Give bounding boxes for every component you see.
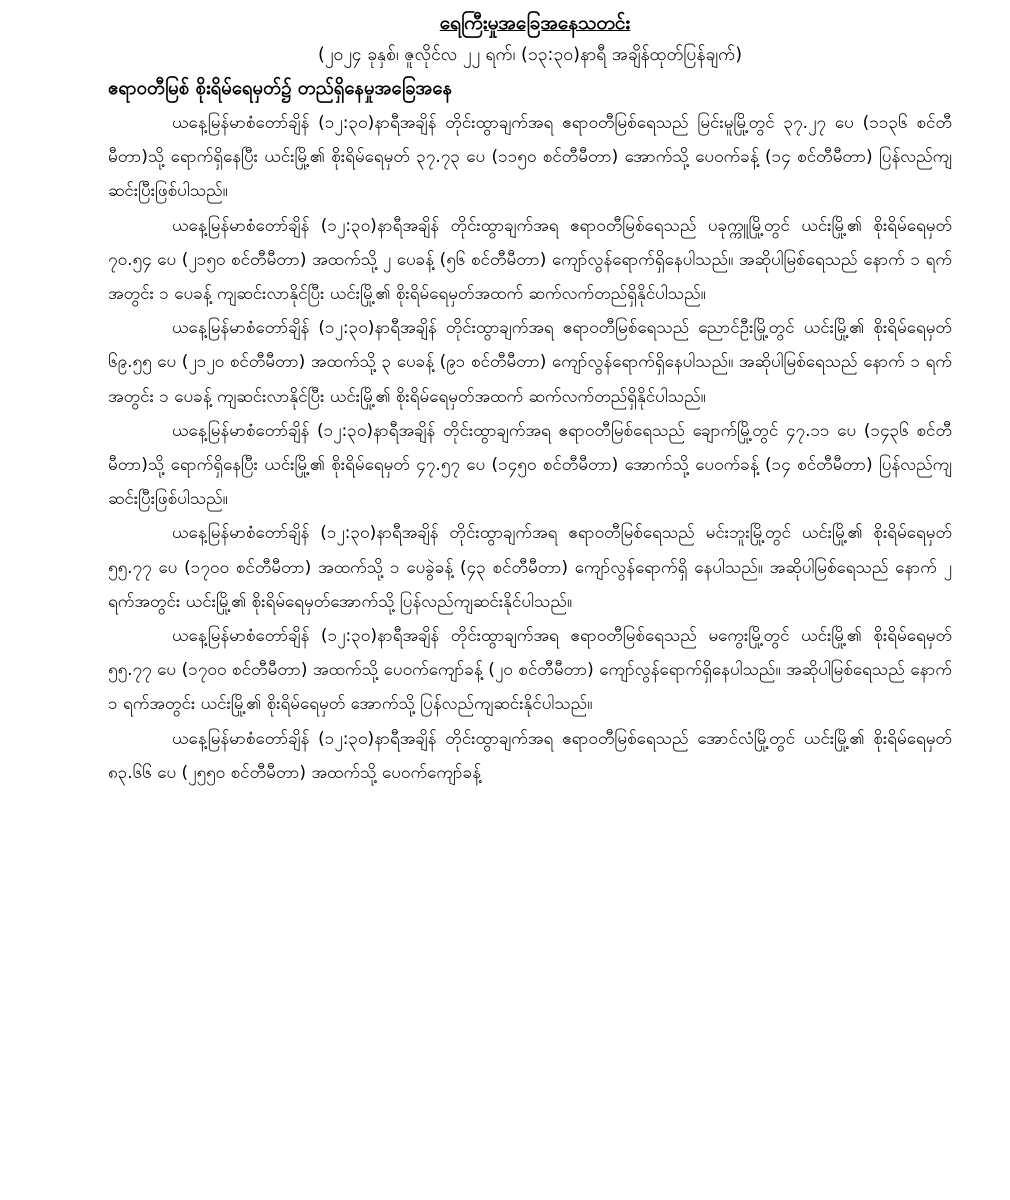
section-heading: ဧရာဝတီမြစ် စိုးရိမ်ရေမှတ်၌ တည်ရှိနေမှုအခြေအနေ [108,78,453,99]
document-body [108,106,952,790]
paragraph-pakokku: ယနေ့မြန်မာစံတော်ချိန် (၁၂:၃၀)နာရီအချိန် တိုင်းထွာချက်အရ ဧရာဝတီမြစ်ရေသည် ပခုက္ကူမြို့တွင် ယင်းမြို့၏ စိုးရိမ်ရေမှတ် ၇၀.၅၄ ပေ (၂၁၅၀ စင်တီမီတာ) အထက်သို့ ၂ ပေခန့် (၅၆ စင်တီမီတာ) ကျော်လွန်ရောက်ရှိနေပါသည်။ အဆိုပါမြစ်ရေသည် နောက် ၁ ရက်အတွင်း ၁ ပေခန့် ကျဆင်းလာနိုင်ပြီး ယင်းမြို့၏ စိုးရိမ်ရေမှတ်အထက် ဆက်လက်တည်ရှိနိုင်ပါသည်။ [108,215,952,305]
document-subtitle: (၂၀၂၄ ခုနှစ်၊ ဇူလိုင်လ ၂၂ ရက်၊ (၁၃:၃၀)နာရီ အချိန်ထုတ်ပြန်ချက်) [317,45,743,65]
paragraph-minhla: ယနေ့မြန်မာစံတော်ချိန် (၁၂:၃၀)နာရီအချိန် တိုင်းထွာချက်အရ ဧရာဝတီမြစ်ရေသည် မင်းဘူးမြို့တွင် ယင်းမြို့၏ စိုးရိမ်ရေမှတ် ၅၅.၇၇ ပေ (၁၇၀၀ စင်တီမီတာ) အထက်သို့ ၁ ပေခွဲခန့် (၄၃ စင်တီမီတာ) ကျော်လွန်ရောက်ရှိ နေပါသည်။ အဆိုပါမြစ်ရေသည် နောက် ၂ ရက်အတွင်း ယင်းမြို့၏ စိုးရိမ်ရေမှတ်အောက်သို့ ပြန်လည်ကျဆင်းနိုင်ပါသည်။ [108,523,952,612]
paragraph-magway: ယနေ့မြန်မာစံတော်ချိန် (၁၂:၃၀)နာရီအချိန် တိုင်းထွာချက်အရ ဧရာဝတီမြစ်ရေသည် မကွေးမြို့တွင် ယင်းမြို့၏ စိုးရိမ်ရေမှတ် ၅၅.၇၇ ပေ (၁၇၀၀ စင်တီမီတာ) အထက်သို့ ပေ၀က်ကျော်ခန့် (၂၀ စင်တီမီတာ) ကျော်လွန်ရောက်ရှိနေပါသည်။ အဆိုပါမြစ်ရေသည် နောက် ၁ ရက်အတွင်း ယင်းမြို့၏ စိုးရိမ်ရေမှတ် အောက်သို့ ပြန်လည်ကျဆင်းနိုင်ပါသည်။ [108,626,952,715]
paragraph-aunglan: ယနေ့မြန်မာစံတော်ချိန် (၁၂:၃၀)နာရီအချိန် တိုင်းထွာချက်အရ ဧရာဝတီမြစ်ရေသည် အောင်လံမြို့တွင် ယင်းမြို့၏ စိုးရိမ်ရေမှတ် ၈၃.၆၆ ပေ (၂၅၅၀ စင်တီမီတာ) အထက်သို့ ပေ၀က်ကျော်ခန့် [108,728,952,783]
document-title: ရေကြီးမှုအခြေအနေသတင်း [439,12,631,34]
paragraph-nyaung-u: ယနေ့မြန်မာစံတော်ချိန် (၁၂:၃၀)နာရီအချိန် တိုင်းထွာချက်အရ ဧရာဝတီမြစ်ရေသည် ညောင်ဦးမြို့တွင် ယင်းမြို့၏ စိုးရိမ်ရေမှတ် ၆၉.၅၅ ပေ (၂၁၂၀ စင်တီမီတာ) အထက်သို့ ၃ ပေခန့် (၉၁ စင်တီမီတာ) ကျော်လွန်ရောက်ရှိနေပါသည်။ အဆိုပါမြစ်ရေသည် နောက် ၁ ရက်အတွင်း ၁ ပေခန့် ကျဆင်းလာနိုင်ပြီး ယင်းမြို့၏ စိုးရိမ်ရေမှတ်အထက် ဆက်လက်တည်ရှိနိုင်ပါသည်။ [108,318,952,407]
paragraph-chauk: ယနေ့မြန်မာစံတော်ချိန် (၁၂:၃၀)နာရီအချိန် တိုင်းထွာချက်အရ ဧရာဝတီမြစ်ရေသည် ချောက်မြို့တွင် ၄၇.၁၁ ပေ (၁၄၃၆ စင်တီမီတာ)သို့ ရောက်ရှိနေပြီး ယင်းမြို့၏ စိုးရိမ်ရေမှတ် ၄၇.၅၇ ပေ (၁၄၅၀ စင်တီမီတာ) အောက်သို့ ပေ၀က်ခန့် (၁၄ စင်တီမီတာ) ပြန်လည်ကျဆင်းပြီးဖြစ်ပါသည်။ [108,420,952,510]
paragraph-minbu: ယနေ့မြန်မာစံတော်ချိန် (၁၂:၃၀)နာရီအချိန် တိုင်းထွာချက်အရ ဧရာဝတီမြစ်ရေသည် မြင်းမူမြို့တွင် ၃၇.၂၇ ပေ (၁၁၃၆ စင်တီမီတာ)သို့ ရောက်ရှိနေပြီး ယင်းမြို့၏ စိုးရိမ်ရေမှတ် ၃၇.၇၃ ပေ (၁၁၅၀ စင်တီမီတာ) အောက်သို့ ပေ၀က်ခန့် (၁၄ စင်တီမီတာ) ပြန်လည်ကျဆင်းပြီးဖြစ်ပါသည်။ [108,113,952,202]
